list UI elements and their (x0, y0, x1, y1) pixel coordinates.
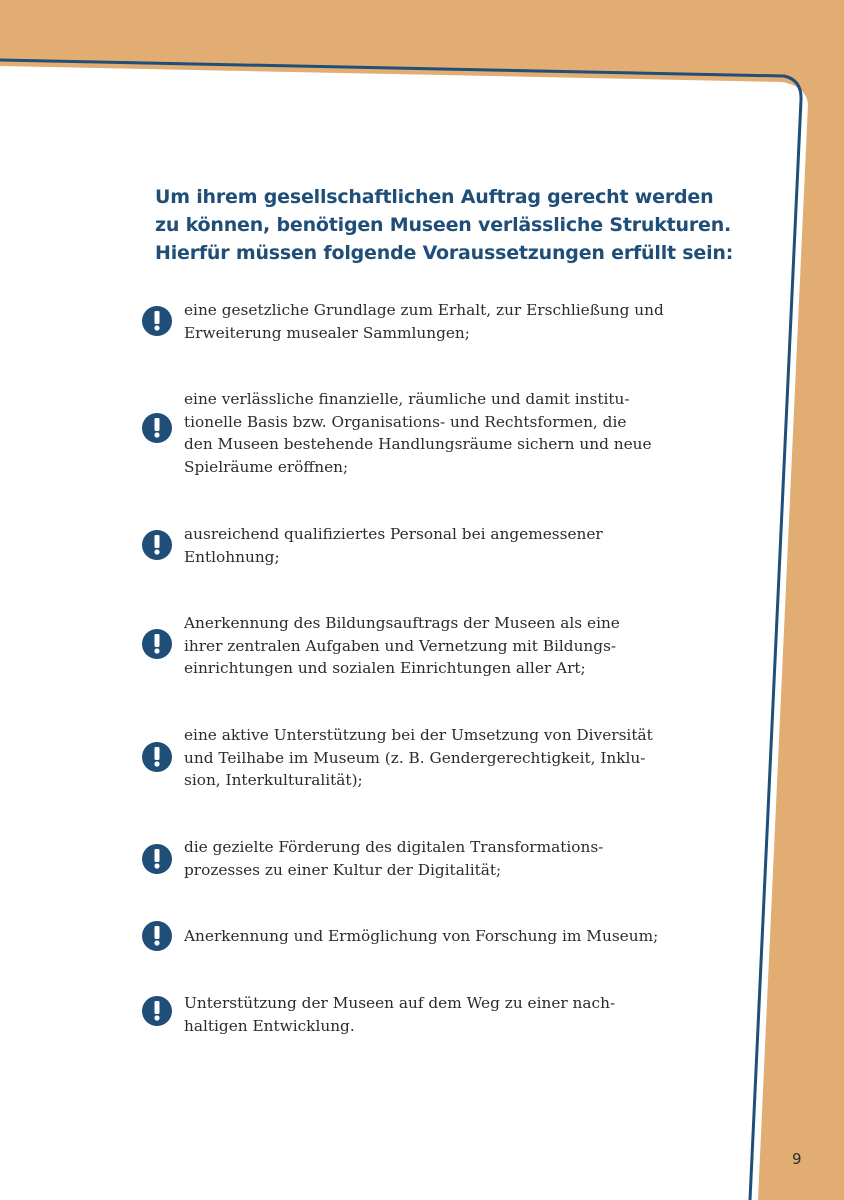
heading-line: Hierfür müssen folgende Voraussetzungen erfüllt sein: (155, 242, 734, 264)
list-item-text (184, 299, 664, 344)
text-line: eine aktive Unterstützung bei der Umsetzung von Diversität (184, 726, 653, 744)
list-item-text (184, 724, 664, 792)
exclamation-circle-icon (142, 413, 172, 443)
text-line: ausreichend qualifiziertes Personal bei angemessener (184, 525, 603, 543)
list-item-text (184, 992, 664, 1037)
exclamation-circle-icon (142, 306, 172, 336)
text-line: Spielräume eröffnen; (184, 457, 349, 476)
text-line: Anerkennung und Ermöglichung von Forschung im Museum; (184, 927, 659, 945)
exclamation-circle-icon (142, 996, 172, 1026)
heading-line: Um ihrem gesellschaftlichen Auftrag gerecht werden (155, 186, 714, 208)
exclamation-circle-icon (142, 742, 172, 772)
text-line: und Teilhabe im Museum (z. B. Gendergerechtigkeit, Inklu- (184, 748, 646, 767)
text-line: prozesses zu einer Kultur der Digitalität; (184, 860, 502, 879)
text-line: eine gesetzliche Grundlage zum Erhalt, zur Erschließung und (184, 301, 664, 319)
text-line: einrichtungen und sozialen Einrichtungen aller Art; (184, 659, 586, 678)
list-item-text (184, 523, 664, 568)
exclamation-circle-icon (142, 921, 172, 951)
page-number: 9 (792, 1150, 802, 1168)
text-line: Anerkennung des Bildungsauftrags der Museen als eine (184, 614, 620, 632)
list-item-text (184, 925, 664, 948)
heading-line: zu können, benötigen Museen verlässliche Strukturen. (155, 214, 732, 236)
list-item-text (184, 836, 664, 881)
text-line: haltigen Entwicklung. (184, 1016, 355, 1035)
list-item-text (184, 612, 664, 680)
exclamation-circle-icon (142, 844, 172, 874)
text-line: eine verlässliche finanzielle, räumliche und damit institu- (184, 390, 630, 408)
text-line: tionelle Basis bzw. Organisations- und Rechtsformen, die (184, 412, 627, 431)
text-line: Entlohnung; (184, 547, 280, 566)
text-line: Unterstützung der Museen auf dem Weg zu einer nach- (184, 994, 616, 1012)
text-line: die gezielte Förderung des digitalen Transformations- (184, 838, 604, 856)
text-line: sion, Interkulturalität); (184, 771, 363, 790)
intro-heading (155, 183, 734, 267)
text-line: Erweiterung musealer Sammlungen; (184, 323, 470, 342)
exclamation-circle-icon (142, 629, 172, 659)
exclamation-circle-icon (142, 530, 172, 560)
text-line: ihrer zentralen Aufgaben und Vernetzung mit Bildungs- (184, 636, 617, 655)
list-item-text (184, 388, 664, 478)
text-line: den Museen bestehende Handlungsräume sichern und neue (184, 435, 652, 454)
